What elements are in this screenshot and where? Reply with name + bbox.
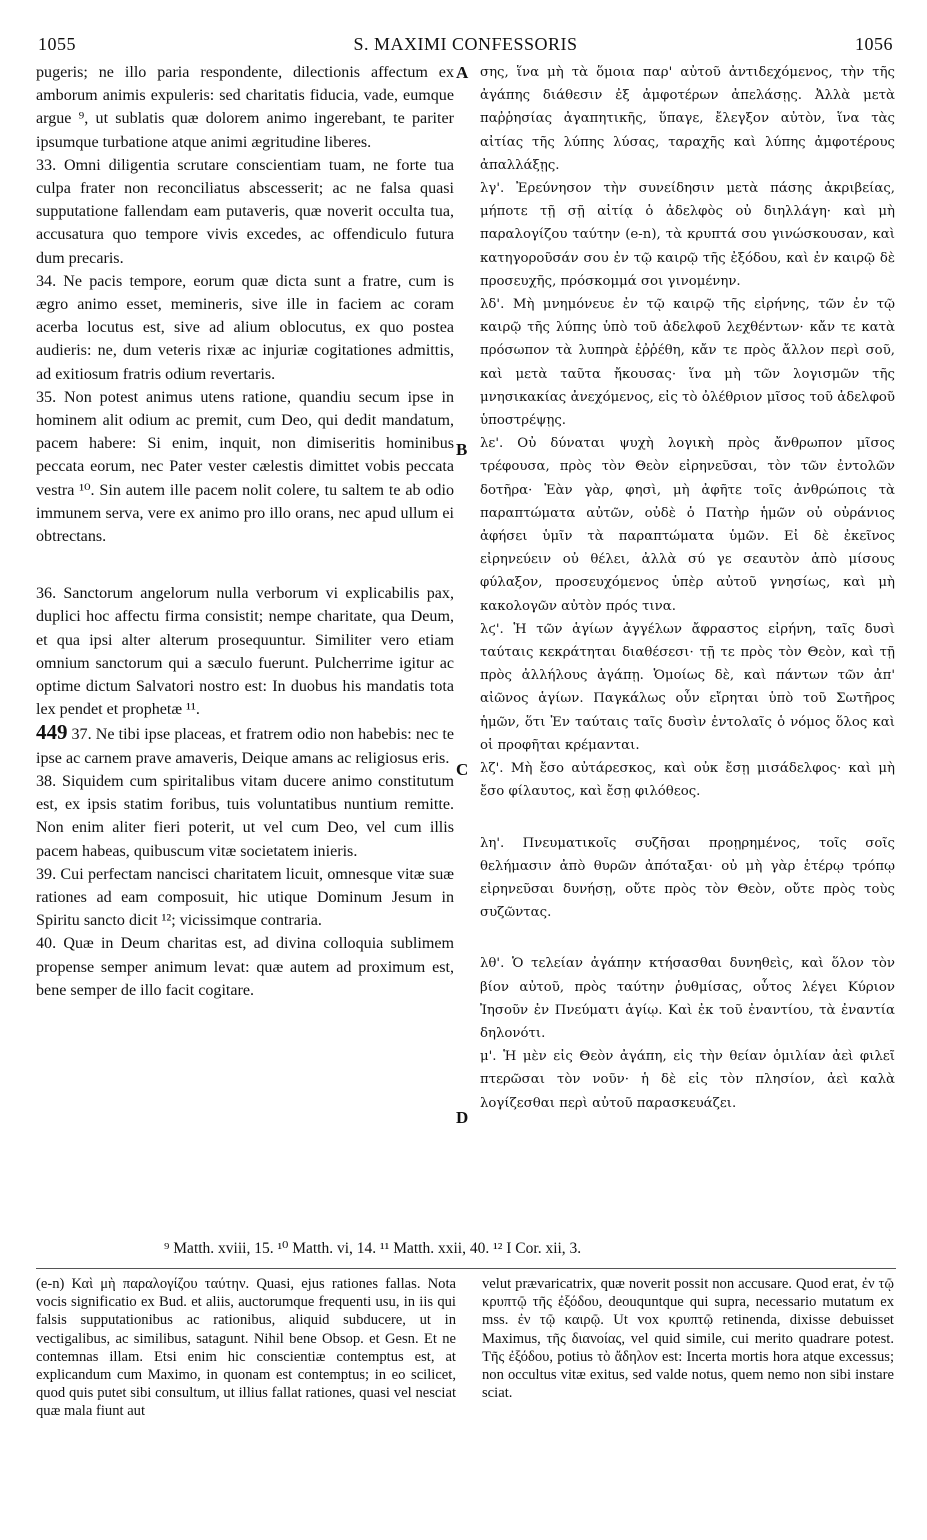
commentary-note-right-text: velut prævaricatrix, quæ noverit possit non accusare. Quod erat, ἐν τῷ κρυπτῷ τῆς ἐξόδου, deouquntque qui supra, necessario mutatum ex mss. ἐν τῷ καιρῷ. Ut vox κρυπτῷ retinenda, dixisse debuisset Maximus, τῆς διανοίας, vel quid simile, cui merito quadrare potest. Τῆς ἐξόδου, potius τὸ ἄδηλον est: Incerta mortis hora atque excessus; non occultus vitæ exitus, sed valde notus, quem nemo non sibi instare sciat. bbox=[482, 1276, 894, 1402]
latin-paragraph-39: 39. Cui perfectam nancisci charitatem licuit, omnesque vitæ suæ rationes ad eam composuit, hic utique Dominum Jesum in Spiritu sancto dicit ¹²; vicissimque contraria. bbox=[36, 865, 454, 930]
greek-paragraph-intro: σης, ἵνα μὴ τὰ ὅμοια παρ' αὐτοῦ ἀντιδεχόμενος, τὴν τῆς ἀγάπης διάθεσιν ἐξ ἀμφοτέρων ἀπελάσῃς. Ἀλλὰ μετὰ παῤῥησίας ἀγαπητικῆς, ὕπαγε, ἔλεγξον αὐτὸν, ἵνα τὰς αἰτίας τῆς λύπης λύσας, ταραχῆς καὶ λύπης ἀμφοτέρους ἀπαλλάξῃς. bbox=[480, 65, 895, 173]
greek-paragraph-33: λγ'. Ἐρεύνησον τὴν συνείδησιν μετὰ πάσης ἀκριβείας, μήποτε τῇ σῇ αἰτίᾳ ὁ ἀδελφὸς οὐ διηλλάγη· καὶ μὴ παραλογίζου ταύτην (e-n), τὰ κρυπτά σου γινώσκουσαν, καὶ κατηγοροῦσάν σου ἐν τῷ καιρῷ τῆς ἐξόδου, καὶ ἐν καιρῷ δὲ προσευχῆς, πρόσκομμά σοι γινομένην. bbox=[480, 181, 895, 289]
commentary-notes-right bbox=[482, 1275, 894, 1402]
latin-paragraph-intro: pugeris; ne illo paria respondente, dilectionis affectum ex amborum animis expuleris: sed charitatis fiducia, vade, eumque argue ⁹, ut sublatis quæ dolorem animo ingerebant, te pariter ipsumque turbatione atque animi ægritudine liberes. bbox=[36, 64, 454, 151]
margin-letter-b: B bbox=[456, 440, 468, 459]
latin-paragraph-34: 34. Ne pacis tempore, eorum quæ dicta sunt a fratre, cum is ægro animo esset, memineris, sive ille in faciem ac coram acerba locutus est, sive ad alium oblocutus, ex quo postea audieris: ne, dum veteris rixæ ac injuriæ cogitationes admittis, ad exitiosum fratris odium revertaris. bbox=[36, 272, 454, 383]
margin-letter-d: D bbox=[456, 1108, 469, 1127]
latin-paragraph-37-text: 37. Ne tibi ipse placeas, et fratrem odio non habebis: nec te ipse ac carnem prave amaveris, Deique amans ac religiosus eris. bbox=[36, 726, 454, 767]
greek-paragraph-34: λδ'. Μὴ μνημόνευε ἐν τῷ καιρῷ τῆς εἰρήνης, τῶν ἐν τῷ καιρῷ τῆς λύπης ὑπὸ τοῦ ἀδελφοῦ λεχθέντων· κἄν τε κατὰ πρόσωπον τὰ λυπηρὰ ἐῤῥέθη, κἄν τε πρὸς ἄλλον περὶ σοῦ, καὶ μετὰ ταῦτα ἤκουσας· ἵνα μὴ τῶν λογισμῶν τῆς μνησικακίας ἀνεχόμενος, εἰς τὸ ὀλέθριον μῖσος τοῦ ἀδελφοῦ ὑποστρέψῃς. bbox=[480, 297, 895, 429]
commentary-notes-left bbox=[36, 1275, 456, 1421]
commentary-note-left-text: (e-n) Καὶ μὴ παραλογίζου ταύτην. Quasi, ejus rationes fallas. Nota vocis significatio ex Bud. et aliis, auctorumque frequenti usu, in iis qui falsis supputationibus ac rationibus, aliquid subducere, ut in vectigalibus, ac similibus, satagunt. Nihil bene Obsop. et Gesn. Et ne contemnas illam. Etsi enim hic conscientiæ contemptus est, at explicandum cum Maximo, in quonam est contemptus; in eo scilicet, quod quis putet sibi consultum, ut illius fallat rationes, quasi vel nesciat quæ mala fiunt aut bbox=[36, 1276, 456, 1420]
margin-letter-c: C bbox=[456, 760, 469, 779]
greek-paragraph-35: λε'. Οὐ δύναται ψυχὴ λογικὴ πρὸς ἄνθρωπον μῖσος τρέφουσα, πρὸς τὸν Θεὸν εἰρηνεῦσαι, τὸν τῶν ἐντολῶν δοτῆρα· Ἐὰν γὰρ, φησὶ, μὴ ἀφῆτε τοῖς ἀνθρώποις τὰ παραπτώματα αὐτῶν, οὐδὲ ὁ Πατὴρ ἡμῶν οὐ οὐράνιος ἀφήσει ὑμῖν τὰ παραπτώματα ὑμῶν. Εἰ δὲ ἐκεῖνος εἰρηνεύειν οὐ θέλει, ἀλλὰ σύ γε σεαυτὸν ἀπὸ μίσους φύλαξον, προσευχόμενος ὑπὲρ αὐτοῦ γνησίως, καὶ μὴ κακολογῶν αὐτὸν πρός τινα. bbox=[480, 436, 895, 614]
greek-paragraph-38: λη'. Πνευματικοῖς συζῆσαι προῃρημένος, τοῖς σοῖς θελήμασιν ἀπὸ θυρῶν ἀπόταξαι· οὐ μὴ γὰρ ἑτέρῳ τρόπῳ εἰρηνεῦσαι δυνήσῃ, οὔτε πρὸς τὸν Θεὸν, οὔτε πρὸς τοὺς συζῶντας. bbox=[480, 835, 895, 921]
greek-paragraph-37: λζ'. Μὴ ἔσο αὐτάρεσκος, καὶ οὐκ ἔσῃ μισάδελφος· καὶ μὴ ἔσο φίλαυτος, καὶ ἔσῃ φιλόθεος. bbox=[480, 761, 895, 800]
greek-paragraph-39: λθ'. Ὁ τελείαν ἀγάπην κτήσασθαι δυνηθεὶς, καὶ ὅλον τὸν βίον αὐτοῦ, πρὸς ταύτην ῥυθμίσας, οὗτος λέγει Κύριον Ἰησοῦν ἐν Πνεύματι ἁγίῳ. Καὶ ἐκ τοῦ ἐναντίου, τὰ ἐναντία δηλονότι. bbox=[480, 956, 895, 1041]
running-header bbox=[38, 34, 893, 58]
right-page-number: 1056 bbox=[855, 34, 893, 54]
latin-paragraph-40: 40. Quæ in Deum charitas est, ad divina colloquia sublimem propense semper animum levat: quæ autem ad proximum est, bene semper de illo facit cogitare. bbox=[36, 935, 454, 999]
latin-paragraph-36: 36. Sanctorum angelorum nulla verborum vi explicabilis pax, duplici hoc affectu firma consistit; nempe charitate, qua Deum, et qua ipsi alter alterum prosequuntur. Similiter vero etiam omnium sanctorum qui a sæculo fuerunt. Pulcherrime igitur ac optime dictum Salvatori nostro est: In duobus his mandatis tota lex pendet et prophetæ ¹¹. bbox=[36, 585, 454, 719]
latin-paragraph-38: 38. Siquidem cum spiritalibus vitam ducere animo constitutum est, ex ipsis statim foribus, tuis voluntatibus nuntium remitte. Non enim aliter fieri poterit, ut vel cum Deo, vel cum illis pacem habeas, quibuscum vitæ societatem inieris. bbox=[36, 772, 454, 860]
latin-paragraph-35: 35. Non potest animus utens ratione, quandiu secum ipse in hominem alit odium ac premit, cum Deo, qui dedit mandatum, pacem habere: Si enim, inquit, non dimiseritis hominibus peccata eorum, nec Pater vester cælestis dimittet vobis peccata vestra ¹⁰. Sin autem ille pacem nolit colere, tu saltem te ab odio immunem serva, vere ex animo pro illo orans, nec apud ullum ei obtrectans. bbox=[36, 388, 454, 546]
spacer bbox=[36, 548, 454, 582]
spacer bbox=[480, 804, 895, 832]
column-number: 449 bbox=[36, 720, 68, 745]
left-page-number: 1055 bbox=[38, 34, 76, 54]
latin-paragraph-33: 33. Omni diligentia scrutare conscientiam tuam, ne forte tua culpa frater non reconciliatus abscesserit; ac ne falsa quasi supputatione fallendam eam putaveris, quæ noverit occulta tua, accusatura quo tempore vivis excedes, ac offendiculo futura dum precaris. bbox=[36, 156, 454, 267]
margin-letter-a: A bbox=[456, 63, 469, 82]
latin-column bbox=[36, 61, 454, 1002]
footnote-divider bbox=[36, 1268, 896, 1269]
latin-paragraph-37 bbox=[36, 721, 454, 769]
greek-column bbox=[480, 61, 895, 1115]
greek-paragraph-36: λϛ'. Ἡ τῶν ἁγίων ἀγγέλων ἄφραστος εἰρήνη, ταῖς δυσὶ ταύταις κεκράτηται διαθέσεσι· τῇ τε πρὸς τὸν Θεὸν, καὶ τῇ πρὸς ἀλλήλους ἀγάπῃ. Ὁμοίως δὲ, καὶ πάντων τῶν ἀπ' αἰῶνος ἁγίων. Παγκάλως οὖν εἴρηται ὑπὸ τοῦ Σωτῆρος ἡμῶν, ὅτι Ἐν ταύταις ταῖς δυσὶν ἐντολαῖς ὁ νόμος ὅλος καὶ οἱ προφῆται κρέμανται. bbox=[480, 621, 895, 753]
greek-paragraph-40: μ'. Ἡ μὲν εἰς Θεὸν ἀγάπη, εἰς τὴν θείαν ὁμιλίαν ἀεὶ φιλεῖ πτερῶσαι τὸν νοῦν· ἡ δὲ εἰς τὸν πλησίον, ἀεὶ καλὰ λογίζεσθαι περὶ αὐτοῦ παρασκευάζει. bbox=[480, 1049, 895, 1111]
scripture-footnotes: ⁹ Matth. xviii, 15. ¹⁰ Matth. vi, 14. ¹¹ Matth. xxii, 40. ¹² I Cor. xii, 3. bbox=[164, 1240, 582, 1257]
running-title: S. MAXIMI CONFESSORIS bbox=[353, 34, 578, 54]
spacer bbox=[480, 924, 895, 952]
